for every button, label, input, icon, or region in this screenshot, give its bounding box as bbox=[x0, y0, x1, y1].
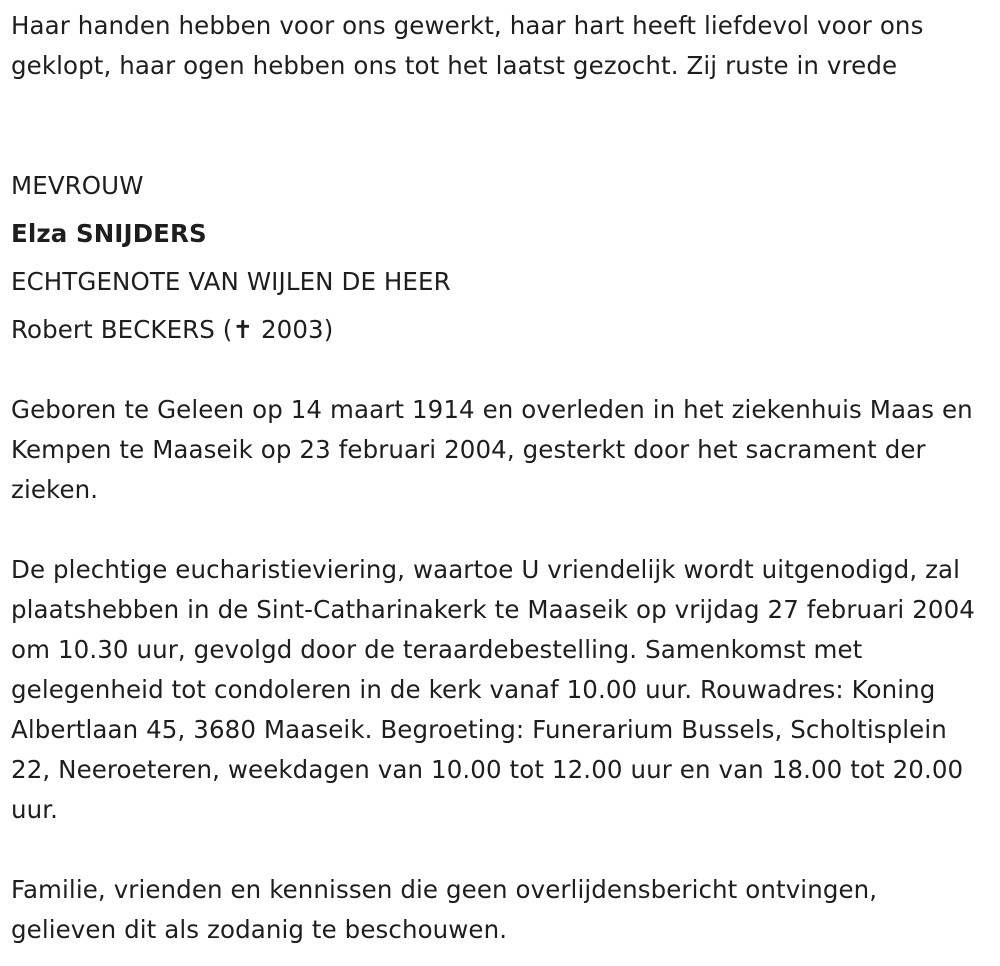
honorific-title: MEVROUW bbox=[11, 171, 144, 200]
intro-verse: Haar handen hebben voor ons gewerkt, haar hart heeft liefdevol voor ons geklopt, haar ogen hebben ons tot het laatst gezocht. Zij ruste in vrede bbox=[11, 11, 924, 80]
service-paragraph: De plechtige eucharistieviering, waartoe U vriendelijk wordt uitgenodigd, zal plaatshebben in de Sint-Catharinakerk te Maaseik op vrijdag 27 februari 2004 om 10.30 uur, gevolgd door de teraardebestelling. Samenkomst met gelegenheid tot condoleren in de kerk vanaf 10.00 uur. Rouwadres: Koning Albertlaan 45, 3680 Maaseik. Begroeting: Funerarium Bussels, Scholtisplein 22, Neeroeteren, weekdagen van 10.00 tot 12.00 uur en van 18.00 tot 20.00 uur. bbox=[11, 555, 975, 824]
birth-death-paragraph: Geboren te Geleen op 14 maart 1914 en overleden in het ziekenhuis Maas en Kempen te Maaseik op 23 februari 2004, gesterkt door het sacrament der zieken. bbox=[11, 395, 973, 504]
spouse-line: ECHTGENOTE VAN WIJLEN DE HEER bbox=[11, 267, 451, 296]
spouse-name: Robert BECKERS (✝ 2003) bbox=[11, 315, 334, 344]
deceased-name: Elza SNIJDERS bbox=[11, 219, 207, 248]
family-notice-paragraph: Familie, vrienden en kennissen die geen overlijdensbericht ontvingen, gelieven dit als zodanig te beschouwen. bbox=[11, 875, 878, 944]
